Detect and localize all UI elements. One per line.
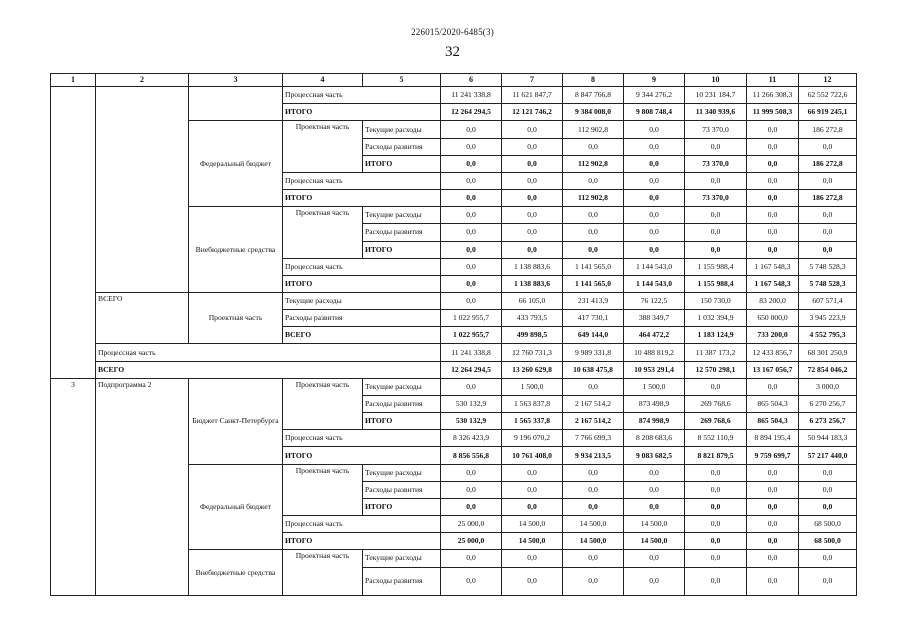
document-id: 226015/2020-6485(3) [411, 27, 494, 37]
value-cell: 1 563 837,8 [502, 395, 563, 412]
value-cell: 150 730,0 [685, 293, 747, 310]
value-cell: 0,0 [747, 378, 799, 395]
value-cell: 9 196 070,2 [502, 430, 563, 447]
value-cell: 0,0 [685, 498, 747, 515]
value-cell: 0,0 [563, 241, 624, 258]
value-cell: 0,0 [563, 172, 624, 189]
value-cell: 0,0 [563, 207, 624, 224]
header-cell: 2 [96, 74, 189, 87]
value-cell: 0,0 [685, 138, 747, 155]
value-cell: 269 768,6 [685, 413, 747, 430]
value-cell: 10 638 475,8 [563, 361, 624, 378]
value-cell: 11 340 939,6 [685, 104, 747, 121]
value-cell: 2 167 514,2 [563, 395, 624, 412]
value-cell: 0,0 [441, 550, 502, 567]
value-cell: 8 856 556,8 [441, 447, 502, 464]
header-cell: 7 [502, 74, 563, 87]
value-cell: 10 953 291,4 [624, 361, 685, 378]
row-label: Процессная часть [283, 172, 441, 189]
value-cell: 0,0 [747, 138, 799, 155]
value-cell: 0,0 [441, 481, 502, 498]
value-cell: 0,0 [502, 172, 563, 189]
value-cell: 0,0 [747, 207, 799, 224]
value-cell: 0,0 [624, 207, 685, 224]
value-cell: 66 919 245,1 [799, 104, 857, 121]
value-cell: 0,0 [624, 464, 685, 481]
row-label: Расходы развития [363, 224, 441, 241]
value-cell: 186 272,8 [799, 155, 857, 172]
value-cell: 231 413,9 [563, 293, 624, 310]
row-label: Проектная часть [283, 378, 363, 429]
row-label: Проектная часть [189, 293, 283, 344]
row-label: Процессная часть [283, 430, 441, 447]
value-cell: 0,0 [502, 567, 563, 596]
table-row [51, 87, 857, 104]
value-cell: 0,0 [502, 121, 563, 138]
value-cell: 25 000,0 [441, 516, 502, 533]
value-cell: 0,0 [624, 481, 685, 498]
row-label: Проектная часть [283, 464, 363, 515]
row-label: ИТОГО [363, 498, 441, 515]
header-cell: 3 [189, 74, 283, 87]
value-cell: 433 793,5 [502, 310, 563, 327]
value-cell: 50 944 183,3 [799, 430, 857, 447]
value-cell: 68 500,0 [799, 533, 857, 550]
value-cell: 0,0 [624, 138, 685, 155]
value-cell: 1 141 565,0 [563, 275, 624, 292]
value-cell: 0,0 [563, 550, 624, 567]
value-cell: 11 621 847,7 [502, 87, 563, 104]
value-cell: 0,0 [502, 138, 563, 155]
value-cell: 12 121 746,2 [502, 104, 563, 121]
value-cell: 8 894 195,4 [747, 430, 799, 447]
value-cell: 0,0 [799, 138, 857, 155]
value-cell: 873 498,9 [624, 395, 685, 412]
row-label: Текущие расходы [363, 121, 441, 138]
value-cell: 12 760 731,3 [502, 344, 563, 361]
value-cell: 0,0 [624, 224, 685, 241]
value-cell: 1 144 543,0 [624, 258, 685, 275]
value-cell: 0,0 [747, 121, 799, 138]
value-cell: 0,0 [441, 207, 502, 224]
value-cell: 14 500,0 [624, 533, 685, 550]
header-cell: 4 [283, 74, 363, 87]
row-label: ИТОГО [363, 241, 441, 258]
value-cell: 388 349,7 [624, 310, 685, 327]
value-cell: 0,0 [502, 224, 563, 241]
value-cell: 1 183 124,9 [685, 327, 747, 344]
table-row [51, 344, 857, 361]
value-cell: 11 241 338,8 [441, 87, 502, 104]
table-row [51, 361, 857, 378]
value-cell: 0,0 [799, 481, 857, 498]
value-cell: 865 504,3 [747, 413, 799, 430]
value-cell: 112 902,8 [563, 190, 624, 207]
value-cell: 0,0 [502, 207, 563, 224]
value-cell: 8 326 423,9 [441, 430, 502, 447]
value-cell: 0,0 [563, 567, 624, 596]
row-label: ИТОГО [283, 447, 441, 464]
row-label: ИТОГО [283, 190, 441, 207]
value-cell: 0,0 [685, 516, 747, 533]
value-cell: 0,0 [685, 378, 747, 395]
value-cell: 530 132,9 [441, 413, 502, 430]
header-cell: 12 [799, 74, 857, 87]
value-cell: 57 217 440,0 [799, 447, 857, 464]
value-cell: 0,0 [441, 275, 502, 292]
value-cell: 1 022 955,7 [441, 310, 502, 327]
value-cell: 0,0 [563, 481, 624, 498]
value-cell: 0,0 [799, 498, 857, 515]
row-label: Текущие расходы [363, 207, 441, 224]
value-cell: 0,0 [441, 258, 502, 275]
value-cell: 112 902,8 [563, 155, 624, 172]
value-cell: 8 552 110,9 [685, 430, 747, 447]
value-cell: 0,0 [624, 155, 685, 172]
value-cell: 0,0 [685, 207, 747, 224]
value-cell: 1 022 955,7 [441, 327, 502, 344]
value-cell: 1 155 988,4 [685, 275, 747, 292]
row-label: Текущие расходы [283, 293, 441, 310]
row-label: Расходы развития [283, 310, 441, 327]
value-cell: 0,0 [685, 172, 747, 189]
value-cell: 0,0 [799, 241, 857, 258]
header-cell: 5 [363, 74, 441, 87]
value-cell: 6 270 256,7 [799, 395, 857, 412]
value-cell: 186 272,8 [799, 121, 857, 138]
empty-cell [51, 87, 96, 379]
value-cell: 0,0 [685, 533, 747, 550]
value-cell: 1 167 548,3 [747, 258, 799, 275]
value-cell: 650 000,0 [747, 310, 799, 327]
value-cell: 417 730,1 [563, 310, 624, 327]
row-label: Внебюджетные средства [189, 207, 283, 293]
value-cell: 9 934 213,5 [563, 447, 624, 464]
value-cell: 8 208 683,6 [624, 430, 685, 447]
value-cell: 9 808 748,4 [624, 104, 685, 121]
value-cell: 1 565 337,8 [502, 413, 563, 430]
value-cell: 112 902,8 [563, 121, 624, 138]
value-cell: 1 138 883,6 [502, 258, 563, 275]
value-cell: 0,0 [799, 207, 857, 224]
value-cell: 0,0 [747, 464, 799, 481]
value-cell: 0,0 [624, 550, 685, 567]
value-cell: 2 167 514,2 [563, 413, 624, 430]
value-cell: 0,0 [747, 224, 799, 241]
row-label: Проектная часть [283, 550, 363, 596]
value-cell: 5 748 528,3 [799, 275, 857, 292]
value-cell: 12 264 294,5 [441, 104, 502, 121]
header-row [51, 74, 857, 87]
value-cell: 1 144 543,0 [624, 275, 685, 292]
header-cell: 10 [685, 74, 747, 87]
value-cell: 9 384 008,0 [563, 104, 624, 121]
value-cell: 0,0 [502, 481, 563, 498]
row-label: Федеральный бюджет [189, 121, 283, 207]
value-cell: 0,0 [441, 241, 502, 258]
value-cell: 0,0 [685, 567, 747, 596]
row-label: Подпрограмма 2 [96, 378, 189, 595]
header-cell: 8 [563, 74, 624, 87]
value-cell: 0,0 [441, 567, 502, 596]
value-cell: 874 998,9 [624, 413, 685, 430]
value-cell: 0,0 [624, 567, 685, 596]
empty-cell [189, 87, 283, 121]
row-label: Расходы развития [363, 567, 441, 596]
header-cell: 6 [441, 74, 502, 87]
value-cell: 83 200,0 [747, 293, 799, 310]
value-cell: 8 821 879,5 [685, 447, 747, 464]
table-row [51, 293, 857, 310]
value-cell: 14 500,0 [502, 533, 563, 550]
value-cell: 0,0 [685, 481, 747, 498]
value-cell: 73 370,0 [685, 155, 747, 172]
value-cell: 9 759 699,7 [747, 447, 799, 464]
value-cell: 4 552 795,3 [799, 327, 857, 344]
value-cell: 530 132,9 [441, 395, 502, 412]
value-cell: 607 571,4 [799, 293, 857, 310]
value-cell: 13 167 056,7 [747, 361, 799, 378]
value-cell: 269 768,6 [685, 395, 747, 412]
value-cell: 11 241 338,8 [441, 344, 502, 361]
value-cell: 0,0 [441, 224, 502, 241]
value-cell: 0,0 [441, 155, 502, 172]
value-cell: 14 500,0 [624, 516, 685, 533]
row-label: Расходы развития [363, 395, 441, 412]
value-cell: 0,0 [563, 378, 624, 395]
budget-table [50, 73, 857, 596]
value-cell: 8 847 766,8 [563, 87, 624, 104]
value-cell: 73 370,0 [685, 190, 747, 207]
value-cell: 14 500,0 [563, 533, 624, 550]
value-cell: 0,0 [502, 155, 563, 172]
value-cell: 0,0 [685, 241, 747, 258]
header-cell: 11 [747, 74, 799, 87]
value-cell: 9 989 331,8 [563, 344, 624, 361]
value-cell: 1 032 394,9 [685, 310, 747, 327]
value-cell: 13 260 629,8 [502, 361, 563, 378]
row-label: 3 [51, 378, 96, 595]
value-cell: 0,0 [747, 567, 799, 596]
value-cell: 733 200,0 [747, 327, 799, 344]
row-label: Внебюджетные средства [189, 550, 283, 596]
empty-cell [96, 87, 189, 293]
value-cell: 0,0 [563, 498, 624, 515]
value-cell: 0,0 [441, 121, 502, 138]
value-cell: 0,0 [747, 190, 799, 207]
value-cell: 0,0 [563, 138, 624, 155]
value-cell: 186 272,8 [799, 190, 857, 207]
value-cell: 0,0 [441, 138, 502, 155]
value-cell: 3 945 223,9 [799, 310, 857, 327]
value-cell: 10 231 184,7 [685, 87, 747, 104]
value-cell: 11 266 308,3 [747, 87, 799, 104]
value-cell: 0,0 [441, 464, 502, 481]
value-cell: 0,0 [799, 567, 857, 596]
row-label: Текущие расходы [363, 378, 441, 395]
value-cell: 7 766 699,3 [563, 430, 624, 447]
row-label: Расходы развития [363, 138, 441, 155]
value-cell: 25 000,0 [441, 533, 502, 550]
row-label: ИТОГО [283, 275, 441, 292]
value-cell: 14 500,0 [502, 516, 563, 533]
value-cell: 865 504,3 [747, 395, 799, 412]
row-label: Текущие расходы [363, 464, 441, 481]
value-cell: 0,0 [441, 498, 502, 515]
value-cell: 464 472,2 [624, 327, 685, 344]
value-cell: 0,0 [563, 464, 624, 481]
value-cell: 0,0 [502, 241, 563, 258]
value-cell: 12 433 856,7 [747, 344, 799, 361]
value-cell: 649 144,0 [563, 327, 624, 344]
value-cell: 1 167 548,3 [747, 275, 799, 292]
value-cell: 72 854 046,2 [799, 361, 857, 378]
value-cell: 0,0 [441, 293, 502, 310]
value-cell: 0,0 [799, 172, 857, 189]
value-cell: 0,0 [563, 224, 624, 241]
value-cell: 76 122,5 [624, 293, 685, 310]
value-cell: 5 748 528,3 [799, 258, 857, 275]
value-cell: 1 500,0 [502, 378, 563, 395]
value-cell: 1 138 883,6 [502, 275, 563, 292]
row-label: ИТОГО [363, 155, 441, 172]
row-label: ИТОГО [363, 413, 441, 430]
row-label: Федеральный бюджет [189, 464, 283, 550]
row-label: Бюджет Санкт-Петербурга [189, 378, 283, 464]
value-cell: 0,0 [747, 155, 799, 172]
value-cell: 3 000,0 [799, 378, 857, 395]
value-cell: 0,0 [502, 190, 563, 207]
row-label: Процессная часть [283, 516, 441, 533]
value-cell: 9 083 682,5 [624, 447, 685, 464]
row-label: Проектная часть [283, 207, 363, 258]
value-cell: 0,0 [747, 533, 799, 550]
row-label: ВСЕГО [283, 327, 441, 344]
value-cell: 9 344 276,2 [624, 87, 685, 104]
row-label: ИТОГО [283, 104, 441, 121]
value-cell: 14 500,0 [563, 516, 624, 533]
header-cell: 1 [51, 74, 96, 87]
value-cell: 0,0 [624, 172, 685, 189]
value-cell: 0,0 [685, 224, 747, 241]
value-cell: 68 500,0 [799, 516, 857, 533]
value-cell: 73 370,0 [685, 121, 747, 138]
value-cell: 0,0 [685, 464, 747, 481]
value-cell: 0,0 [747, 516, 799, 533]
value-cell: 0,0 [747, 481, 799, 498]
value-cell: 0,0 [799, 224, 857, 241]
value-cell: 0,0 [747, 550, 799, 567]
value-cell: 62 552 722,6 [799, 87, 857, 104]
row-label: Текущие расходы [363, 550, 441, 567]
value-cell: 66 105,0 [502, 293, 563, 310]
row-label: Процессная часть [283, 87, 441, 104]
value-cell: 1 500,0 [624, 378, 685, 395]
value-cell: 10 488 819,2 [624, 344, 685, 361]
value-cell: 12 264 294,5 [441, 361, 502, 378]
value-cell: 0,0 [624, 241, 685, 258]
value-cell: 68 301 250,9 [799, 344, 857, 361]
value-cell: 0,0 [502, 464, 563, 481]
row-label: Проектная часть [283, 121, 363, 172]
page-number: 32 [445, 44, 460, 60]
value-cell: 0,0 [624, 190, 685, 207]
row-label: Процессная часть [96, 344, 441, 361]
value-cell: 1 155 988,4 [685, 258, 747, 275]
value-cell: 0,0 [799, 550, 857, 567]
value-cell: 1 141 565,0 [563, 258, 624, 275]
row-label: ВСЕГО [96, 361, 441, 378]
value-cell: 0,0 [747, 498, 799, 515]
row-label: Расходы развития [363, 481, 441, 498]
value-cell: 499 898,5 [502, 327, 563, 344]
value-cell: 0,0 [747, 172, 799, 189]
value-cell: 12 570 298,1 [685, 361, 747, 378]
value-cell: 11 999 508,3 [747, 104, 799, 121]
row-label: ВСЕГО [96, 293, 189, 344]
value-cell: 0,0 [441, 172, 502, 189]
row-label: ИТОГО [283, 533, 441, 550]
header-cell: 9 [624, 74, 685, 87]
value-cell: 0,0 [502, 550, 563, 567]
value-cell: 10 761 408,0 [502, 447, 563, 464]
value-cell: 0,0 [747, 241, 799, 258]
value-cell: 0,0 [441, 190, 502, 207]
value-cell: 0,0 [502, 498, 563, 515]
value-cell: 0,0 [624, 121, 685, 138]
value-cell: 0,0 [685, 550, 747, 567]
value-cell: 11 387 173,2 [685, 344, 747, 361]
value-cell: 6 273 256,7 [799, 413, 857, 430]
value-cell: 0,0 [799, 464, 857, 481]
value-cell: 0,0 [441, 378, 502, 395]
value-cell: 0,0 [624, 498, 685, 515]
table-row [51, 378, 857, 395]
row-label: Процессная часть [283, 258, 441, 275]
